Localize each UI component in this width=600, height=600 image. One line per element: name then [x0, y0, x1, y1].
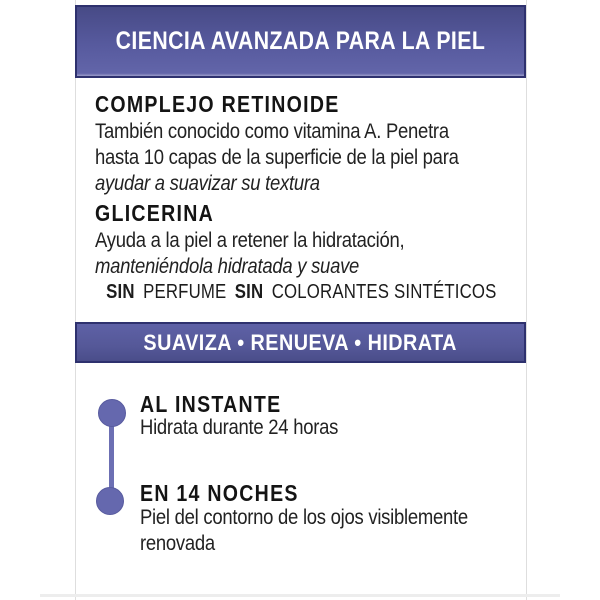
- claim-colorantes: COLORANTES SINTÉTICOS: [271, 281, 497, 303]
- noches-body-line-1: Piel del contorno de los ojos visiblemente: [140, 506, 468, 529]
- claim-sin-2: SIN: [234, 281, 264, 303]
- timeline-dot-noches-icon: [96, 487, 124, 515]
- glicerina-description: [95, 228, 404, 280]
- timeline-dot-instant-icon: [98, 399, 126, 427]
- benefits-banner: [75, 322, 526, 363]
- instant-body: Hidrata durante 24 horas: [140, 416, 339, 439]
- benefits-banner-label: SUAVIZA • RENUEVA • HIDRATA: [143, 329, 458, 355]
- photo-bottom-edge: [40, 594, 560, 597]
- glicerina-line-2-italic: manteniéndola hidratada y suave: [95, 255, 360, 278]
- glicerina-line-1: Ayuda a la piel a retener la hidratación,: [95, 229, 405, 252]
- header-banner-label: CIENCIA AVANZADA PARA LA PIEL: [115, 27, 486, 55]
- instant-description: [140, 415, 338, 441]
- noches-description: [140, 505, 468, 557]
- retinoide-description: [95, 119, 459, 197]
- claim-perfume: PERFUME: [142, 281, 227, 303]
- claims-line: [75, 281, 527, 304]
- retinoide-line-2: hasta 10 capas de la superficie de la piel para: [95, 146, 459, 169]
- retinoide-heading: COMPLEJO RETINOIDE: [95, 91, 340, 117]
- header-banner: [75, 5, 526, 78]
- retinoide-line-3-italic: ayudar a suavizar su textura: [95, 172, 320, 195]
- retinoide-line-1: También conocido como vitamina A. Penetra: [95, 120, 449, 143]
- instant-heading: AL INSTANTE: [140, 391, 282, 417]
- claim-sin-1: SIN: [105, 281, 135, 303]
- noches-body-line-2: renovada: [140, 532, 215, 555]
- claims-line-text: [106, 281, 496, 304]
- noches-heading: EN 14 NOCHES: [140, 480, 299, 506]
- glicerina-heading: GLICERINA: [95, 200, 214, 226]
